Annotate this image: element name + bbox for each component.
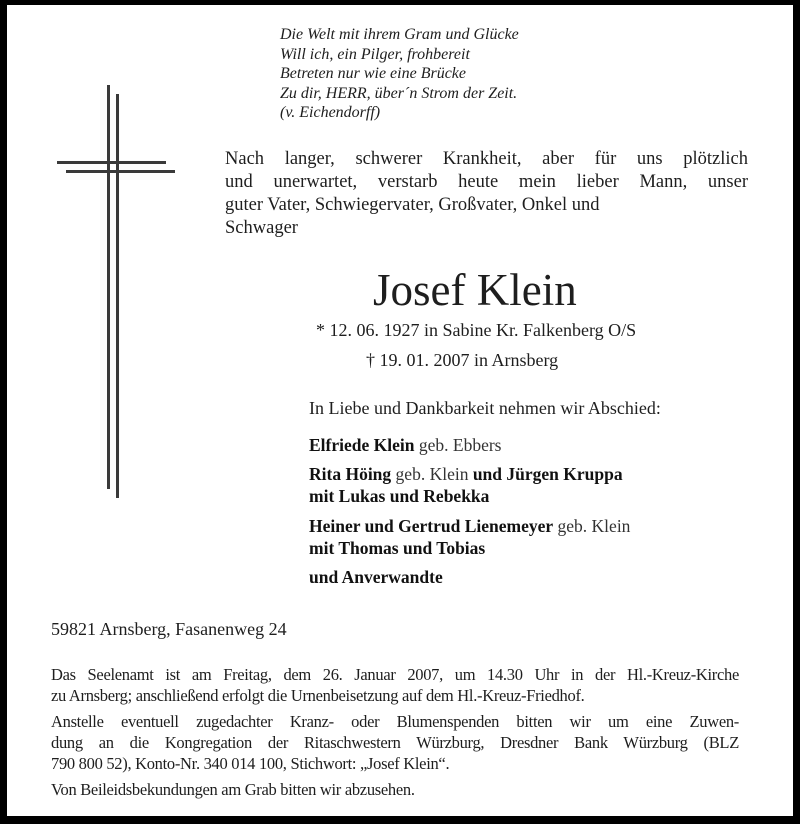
note-line: Das Seelenamt ist am Freitag, dem 26. Januar 2007, um 14.30 Uhr in der Hl.-Kreuz-Kirche: [51, 665, 739, 684]
intro-line: Schwager: [225, 218, 298, 238]
poem-line: Zu dir, HERR, über´n Strom der Zeit.: [280, 84, 518, 102]
intro-text: [225, 148, 748, 240]
mourner-name: Rita Höing: [309, 464, 392, 484]
mourner-entry: [309, 463, 623, 507]
mourner-entry: [309, 566, 443, 588]
deceased-name: Josef Klein: [373, 265, 577, 315]
funeral-info: [51, 664, 739, 706]
death-date: † 19. 01. 2007 in Arnsberg: [366, 350, 559, 370]
note-line: 790 800 52), Konto-Nr. 340 014 100, Stichwort: „Josef Klein“.: [51, 754, 450, 773]
poem-author: (v. Eichendorff): [280, 104, 381, 121]
mourner-name: Elfriede Klein: [309, 435, 415, 455]
intro-line: und unerwartet, verstarb heute mein lieber Mann, unser: [225, 172, 748, 192]
address: 59821 Arnsberg, Fasanenweg 24: [51, 619, 287, 639]
intro-line: Nach langer, schwerer Krankheit, aber für uns plötzlich: [225, 149, 748, 169]
mourner-name: und Anverwandte: [309, 567, 443, 587]
intro-line: guter Vater, Schwiegervater, Großvater, Onkel und: [225, 195, 600, 215]
note-line: Von Beileidsbekundungen am Grab bitten wir abzusehen.: [51, 780, 415, 799]
note-line: zu Arnsberg; anschließend erfolgt die Urnenbeisetzung auf dem Hl.-Kreuz-Friedhof.: [51, 686, 585, 705]
birth-date: * 12. 06. 1927 in Sabine Kr. Falkenberg O/S: [316, 320, 637, 340]
poem-line: Will ich, ein Pilger, frohbereit: [280, 45, 470, 63]
maiden-name: geb. Ebbers: [414, 435, 502, 455]
mourner-children: mit Thomas und Tobias: [309, 538, 486, 558]
maiden-name: geb. Klein: [553, 516, 631, 536]
mourner-entry: [309, 515, 630, 559]
poem-line: Betreten nur wie eine Brücke: [280, 65, 466, 82]
maiden-name: geb. Klein: [391, 464, 469, 484]
donation-info: [51, 711, 739, 774]
farewell-text: In Liebe und Dankbarkeit nehmen wir Abschied:: [309, 398, 661, 418]
condolence-info: [51, 779, 739, 800]
poem: [280, 25, 519, 123]
mourner-name: Heiner und Gertrud Lienemeyer: [309, 516, 554, 536]
note-line: dung an die Kongregation der Ritaschwestern Würzburg, Dresdner Bank Würzburg (BLZ: [51, 733, 739, 752]
poem-line: Die Welt mit ihrem Gram und Glücke: [280, 26, 519, 43]
mourner-entry: [309, 434, 501, 456]
note-line: Anstelle eventuell zugedachter Kranz- oder Blumenspenden bitten wir um eine Zuwen-: [51, 712, 739, 731]
mourner-partner: und Jürgen Kruppa: [468, 464, 623, 484]
mourner-children: mit Lukas und Rebekka: [309, 486, 490, 506]
